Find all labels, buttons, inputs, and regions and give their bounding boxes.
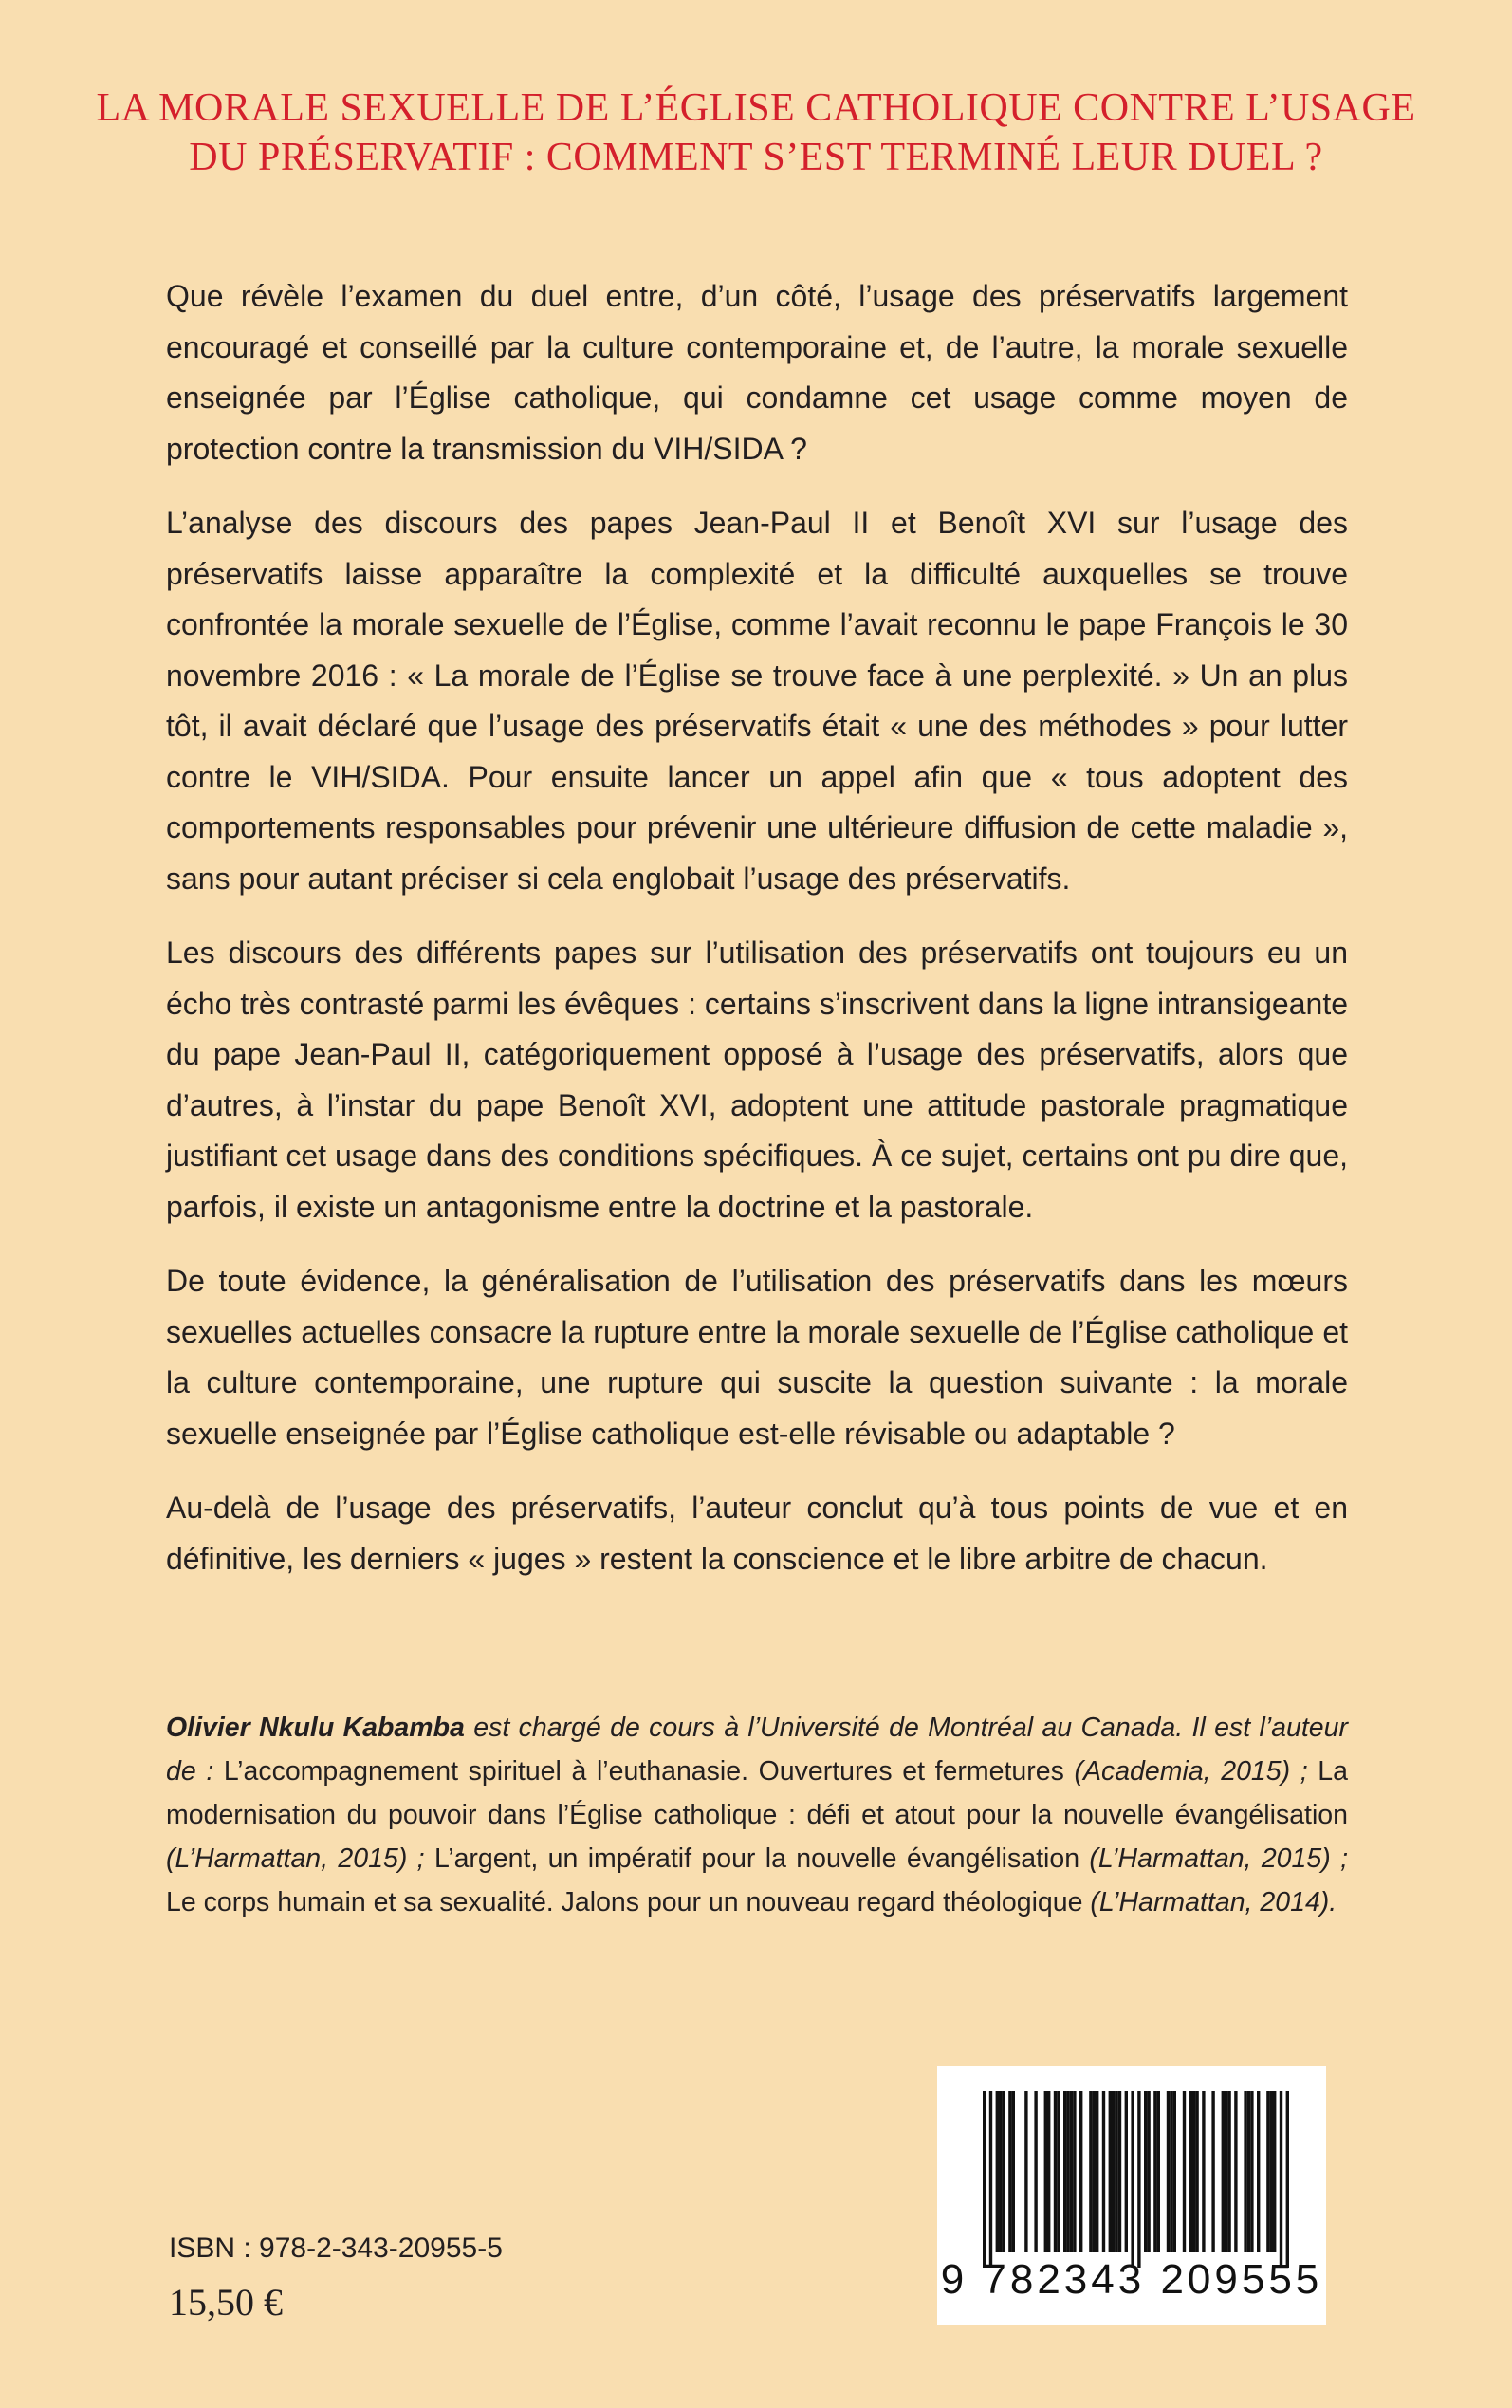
barcode-bar [1247,2091,1250,2252]
barcode-bar [1047,2091,1050,2252]
barcode-bar [1063,2091,1066,2252]
barcode [937,2066,1326,2325]
barcode-bar [1109,2091,1112,2252]
barcode-bar [1170,2091,1172,2252]
back-cover-title [85,83,1427,182]
barcode-guard-bar [989,2091,992,2268]
barcode-bar [1073,2091,1076,2252]
barcode-guard-bar [1286,2091,1289,2268]
barcode-bar [1115,2091,1117,2252]
barcode-bar [1096,2091,1098,2252]
barcode-bar [1070,2091,1073,2252]
barcode-bar [1257,2091,1260,2252]
summary-paragraph-1: Que révèle l’examen du duel entre, d’un côté, l’usage des préservatifs largement encouragé et conseillé par la culture contemporaine et, de l’autre, la morale sexuelle enseignée par l’Église catholique, qui condamne cet usage comme moyen de protection contre la transmission du VIH/SIDA ? [166,279,1348,466]
book-title-2: La modernisation du pouvoir dans l’Église catholique : défi et atout pour la nouvelle évangélisation [166,1756,1348,1830]
publisher-1: (Academia, 2015) ; [1074,1756,1318,1787]
author-name: Olivier Nkulu Kabamba [166,1713,465,1743]
barcode-bar [1147,2091,1150,2252]
barcode-bar [1234,2091,1237,2252]
isbn-label: ISBN : 978-2-343-20955-5 [169,2232,503,2264]
barcode-bar [1034,2091,1037,2252]
barcode-bar [1153,2091,1156,2252]
author-bio [166,1706,1348,1924]
title-line-1: LA MORALE SEXUELLE DE L’ÉGLISE CATHOLIQUE CONTRE L’USAGE [96,86,1416,130]
publisher-2: (L’Harmattan, 2015) ; [166,1843,434,1874]
barcode-bar [1012,2091,1015,2252]
barcode-bar [1054,2091,1057,2252]
book-title-4: Le corps humain et sa sexualité. Jalons pour un nouveau regard théologique [166,1887,1091,1917]
barcode-bar [1195,2091,1198,2252]
barcode-bar [1270,2091,1273,2252]
barcode-bar [1173,2091,1176,2252]
publisher-4: (L’Harmattan, 2014). [1090,1887,1337,1917]
summary-paragraph-2: L’analyse des discours des papes Jean-Paul II et Benoît XVI sur l’usage des préservatifs laisse apparaître la complexité et la difficulté auxquelles se trouve confrontée la morale sexuelle de l’Église, comme l’avait reconnu le pape François le 30 novembre 2016 : « La morale de l’Église se trouve face à une perplexité. » Un an plus tôt, il avait déclaré que l’usage des préservatifs était « une des méthodes » pour lutter contre le VIH/SIDA. Pour ensuite lancer un appel afin que « tous adoptent des comportements responsables pour prévenir une ultérieure diffusion de cette maladie », sans pour autant préciser si cela englobait l’usage des préservatifs. [166,506,1348,896]
barcode-bar [1192,2091,1195,2252]
barcode-bar [1244,2091,1246,2252]
barcode-guard-bar [1137,2091,1140,2268]
barcode-bar [1008,2091,1011,2252]
barcode-bar [1167,2091,1170,2252]
summary-paragraph-3: Les discours des différents papes sur l’utilisation des préservatifs ont toujours eu un écho très contrasté parmi les évêques : certains s’inscrivent dans la ligne intransigeante du pape Jean-Paul II, catégoriquement opposé à l’usage des préservatifs, alors que d’autres, à l’instar du pape Benoît XVI, adoptent une attitude pastorale pragmatique justifiant cet usage dans des conditions spécifiques. À ce sujet, certains ont pu dire que, parfois, il existe un antagonisme entre la doctrine et la pastorale. [166,935,1348,1224]
barcode-bar [1183,2091,1186,2252]
barcode-bar [999,2091,1002,2252]
barcode-bar [1222,2091,1225,2252]
barcode-bar [1125,2091,1128,2252]
summary-paragraph-5: Au-delà de l’usage des préservatifs, l’auteur conclut qu’à tous points de vue et en définitive, les derniers « juges » restent la conscience et le libre arbitre de chacun. [166,1491,1348,1576]
barcode-bar [1118,2091,1121,2252]
barcode-bar [1273,2091,1276,2252]
barcode-bar [1211,2091,1214,2252]
publisher-3: (L’Harmattan, 2015) ; [1089,1843,1349,1874]
barcode-bar [1266,2091,1269,2252]
summary-paragraph-4: De toute évidence, la généralisation de l’utilisation des préservatifs dans les mœurs sexuelles actuelles consacre la rupture entre la morale sexuelle de l’Église catholique et la culture contemporaine, une rupture qui suscite la question suivante : la morale sexuelle enseignée par l’Église catholique est-elle révisable ou adaptable ? [166,1264,1348,1451]
book-title-1: L’accompagnement spirituel à l’euthanasie. Ouvertures et fermetures [223,1756,1075,1787]
barcode-guard-bar [1131,2091,1134,2268]
barcode-digits: 9 782343 209555 [940,2256,1323,2303]
barcode-bar [1227,2091,1230,2252]
barcode-bar [1093,2091,1096,2252]
title-line-2: DU PRÉSERVATIF : COMMENT S’EST TERMINÉ LEUR DUEL ? [189,136,1323,179]
barcode-bar [1044,2091,1047,2252]
barcode-bar [1225,2091,1227,2252]
barcode-bar [996,2091,999,2252]
barcode-guard-bar [983,2091,986,2268]
barcode-bar [1024,2091,1027,2252]
barcode-bar [1189,2091,1192,2252]
barcode-bar [1089,2091,1092,2252]
summary-text [166,271,1348,1608]
barcode-bar [1144,2091,1147,2252]
barcode-bar [1002,2091,1005,2252]
barcode-guard-bar [1280,2091,1282,2268]
barcode-bar [1102,2091,1105,2252]
author-intro: est chargé de cours à l’Université de Montréal au Canada. Il est l’auteur de : [166,1713,1348,1787]
barcode-bar [1057,2091,1060,2252]
book-title-3: L’argent, un impératif pour la nouvelle évangélisation [433,1843,1090,1874]
barcode-bar [1079,2091,1082,2252]
price-label: 15,50 € [169,2281,283,2324]
barcode-bar [1157,2091,1160,2252]
barcode-bar [1202,2091,1205,2252]
barcode-bar [1250,2091,1253,2252]
barcode-bar [1066,2091,1069,2252]
barcode-bar [1112,2091,1115,2252]
